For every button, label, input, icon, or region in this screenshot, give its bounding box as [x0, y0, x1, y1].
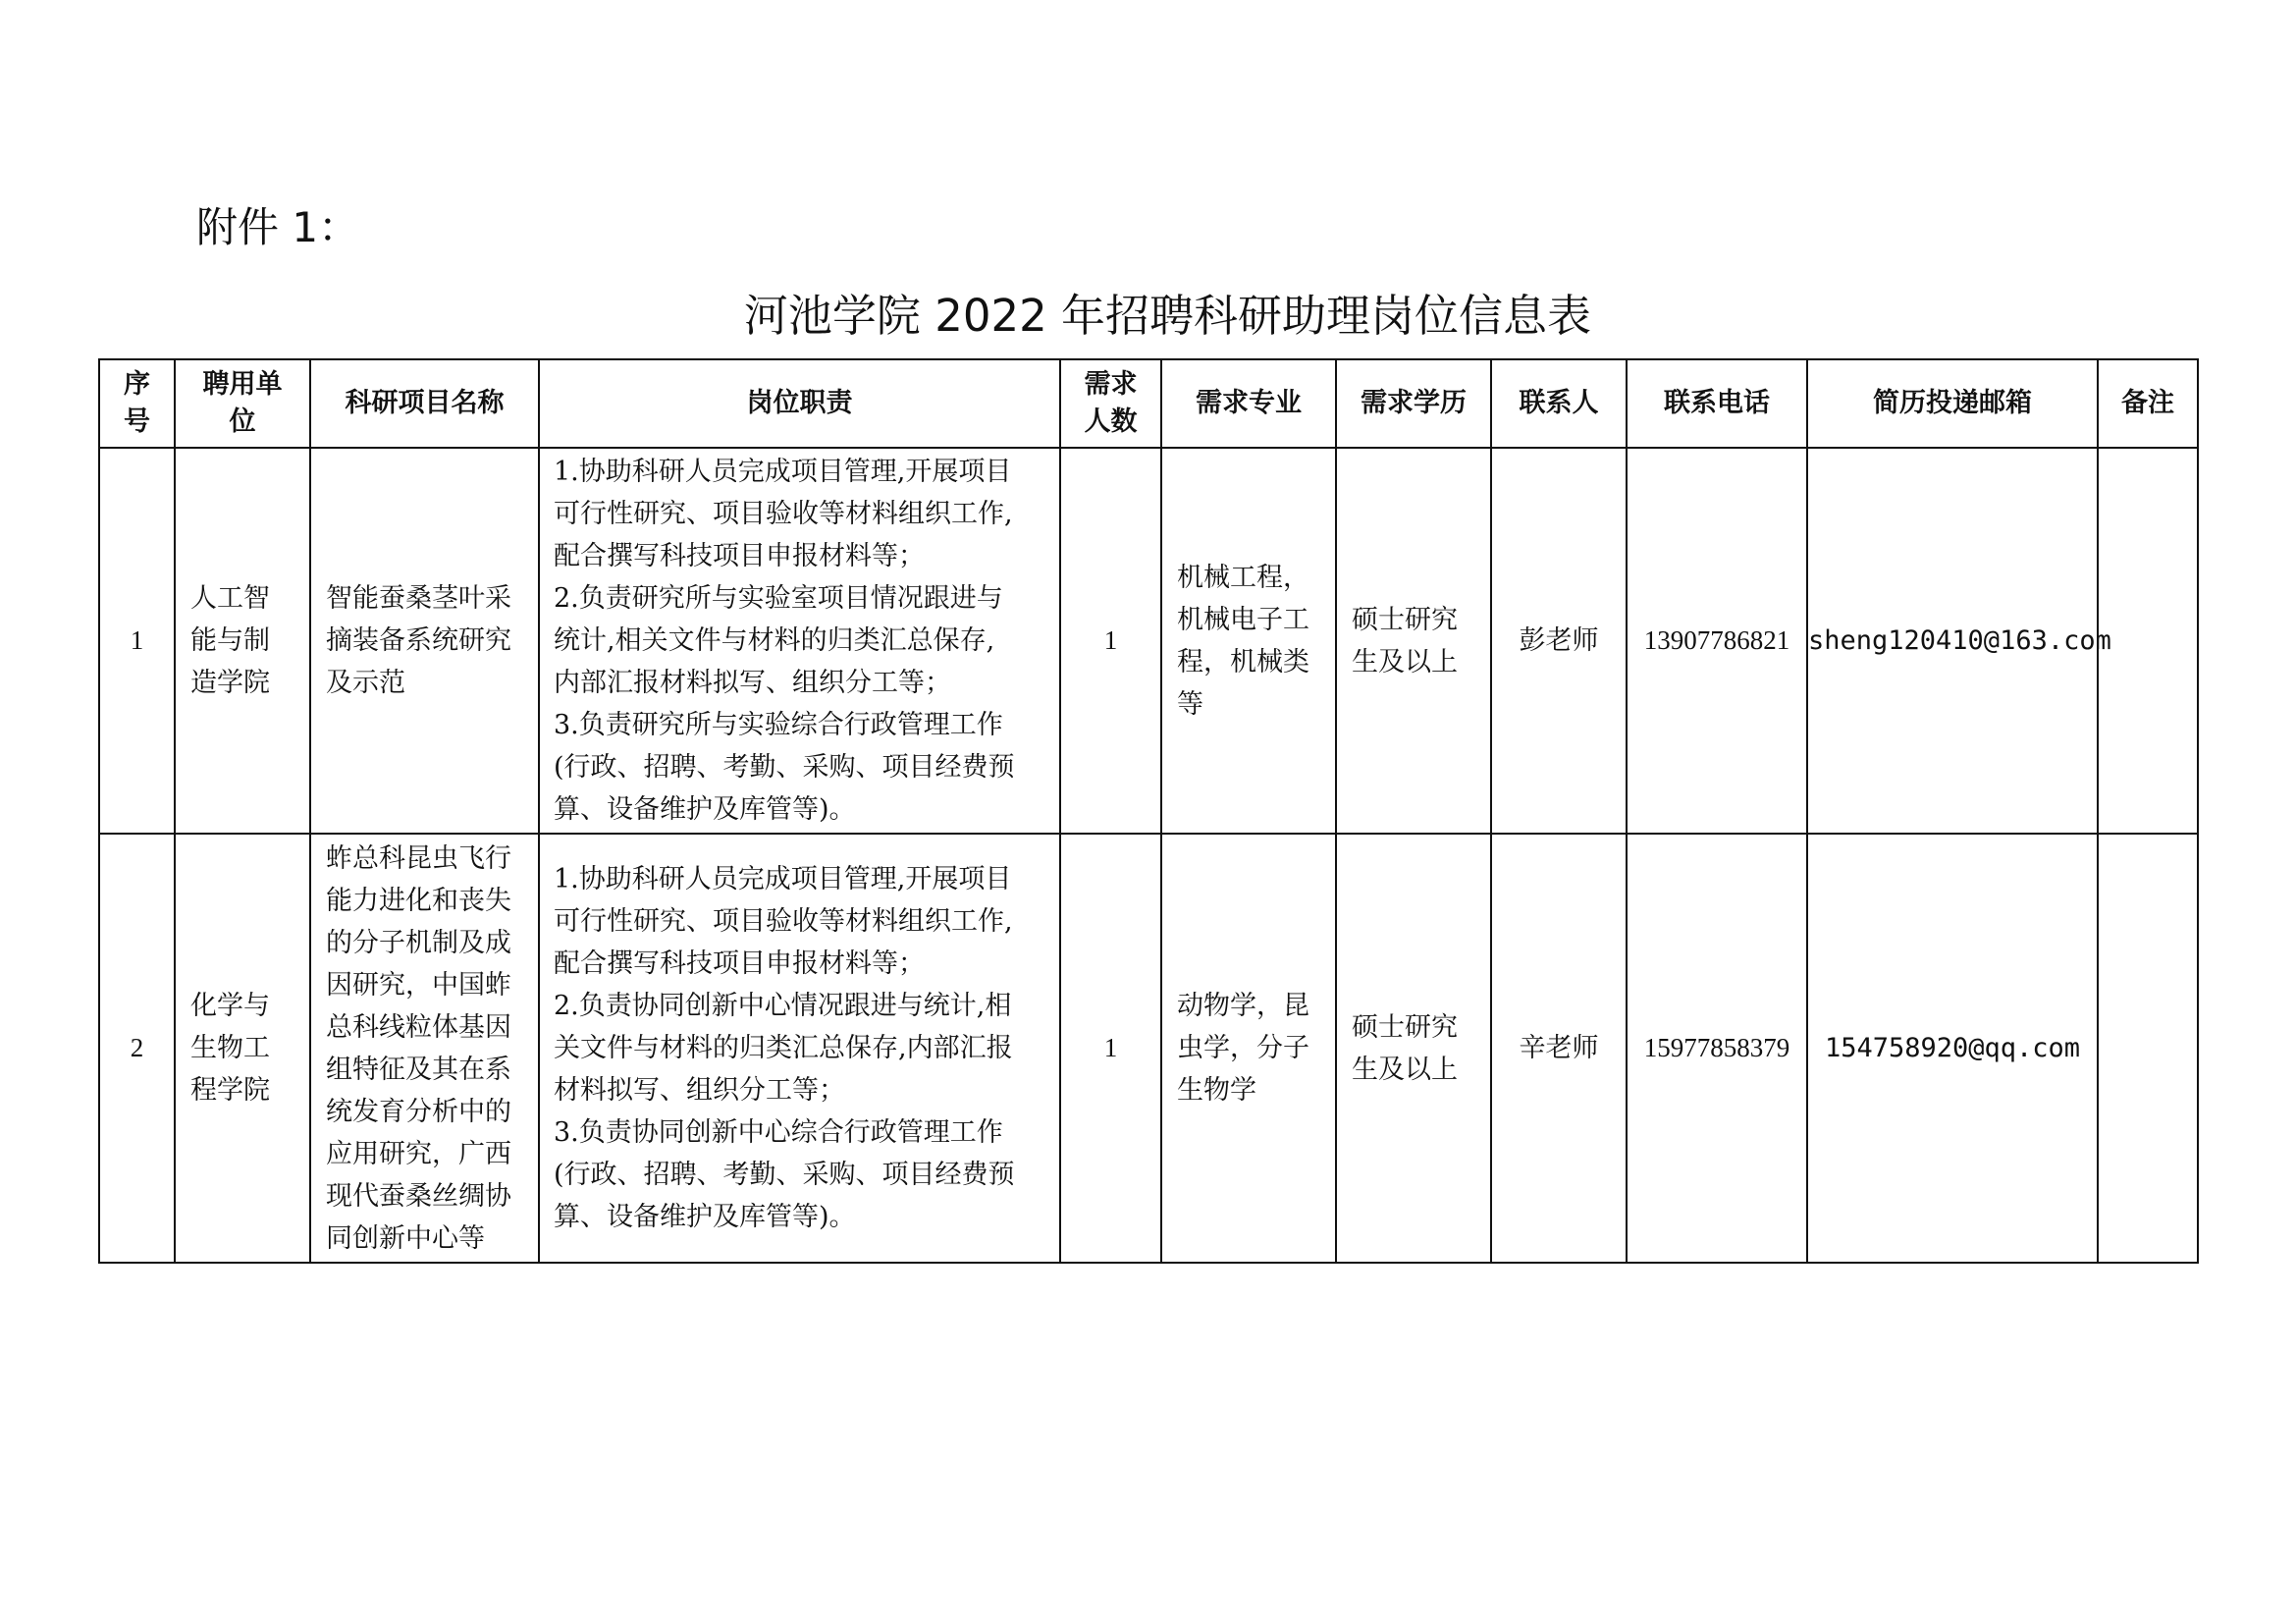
cell-count: 1: [1060, 834, 1161, 1263]
recruitment-table: [98, 358, 2199, 1264]
header-education: 需求学历: [1336, 359, 1491, 448]
cell-unit: 化学与 生物工 程学院: [175, 834, 310, 1263]
cell-phone: 15977858379: [1627, 834, 1807, 1263]
cell-contact: 彭老师: [1491, 448, 1627, 834]
cell-project: 智能蚕桑茎叶采 摘装备系统研究 及示范: [310, 448, 539, 834]
header-row: [99, 359, 2198, 448]
cell-duty: 1.协助科研人员完成项目管理,开展项目 可行性研究、项目验收等材料组织工作, 配合撰写科技项目申报材料等； 2.负责研究所与实验室项目情况跟进与 统计,相关文件与材料的归类汇总保存, 内部汇报材料拟写、组织分工等； 3.负责研究所与实验综合行政管理工作 (行政、招聘、考勤、采购、项目经费预 算、设备维护及库管等)。: [539, 448, 1060, 834]
cell-email[interactable]: sheng120410@163.com: [1807, 448, 2098, 834]
header-email: 简历投递邮箱: [1807, 359, 2098, 448]
header-unit: 聘用单 位: [175, 359, 310, 448]
cell-remark: [2098, 834, 2198, 1263]
header-duty: 岗位职责: [539, 359, 1060, 448]
table-row: [99, 834, 2198, 1263]
header-remark: 备注: [2098, 359, 2198, 448]
header-count: 需求 人数: [1060, 359, 1161, 448]
cell-no: 1: [99, 448, 175, 834]
cell-remark: [2098, 448, 2198, 834]
header-phone: 联系电话: [1627, 359, 1807, 448]
cell-major: 机械工程， 机械电子工 程，机械类 等: [1161, 448, 1336, 834]
cell-no: 2: [99, 834, 175, 1263]
cell-count: 1: [1060, 448, 1161, 834]
header-major: 需求专业: [1161, 359, 1336, 448]
cell-major: 动物学，昆 虫学，分子 生物学: [1161, 834, 1336, 1263]
page-title: 河池学院 2022 年招聘科研助理岗位信息表: [743, 290, 1592, 342]
cell-duty: 1.协助科研人员完成项目管理,开展项目 可行性研究、项目验收等材料组织工作, 配合撰写科技项目申报材料等； 2.负责协同创新中心情况跟进与统计,相 关文件与材料的归类汇总保存,内部汇报 材料拟写、组织分工等； 3.负责协同创新中心综合行政管理工作 (行政、招聘、考勤、采购、项目经费预 算、设备维护及库管等)。: [539, 834, 1060, 1263]
cell-education: 硕士研究 生及以上: [1336, 448, 1491, 834]
header-project: 科研项目名称: [310, 359, 539, 448]
cell-unit: 人工智 能与制 造学院: [175, 448, 310, 834]
cell-contact: 辛老师: [1491, 834, 1627, 1263]
cell-project: 蚱总科昆虫飞行 能力进化和丧失 的分子机制及成 因研究，中国蚱 总科线粒体基因 组特征及其在系 统发育分析中的 应用研究，广西 现代蚕桑丝绸协 同创新中心等: [310, 834, 539, 1263]
cell-education: 硕士研究 生及以上: [1336, 834, 1491, 1263]
cell-email[interactable]: 154758920@qq.com: [1807, 834, 2098, 1263]
header-contact: 联系人: [1491, 359, 1627, 448]
cell-phone: 13907786821: [1627, 448, 1807, 834]
attachment-label: 附件 1：: [196, 203, 360, 251]
table-row: [99, 448, 2198, 834]
header-no: 序 号: [99, 359, 175, 448]
